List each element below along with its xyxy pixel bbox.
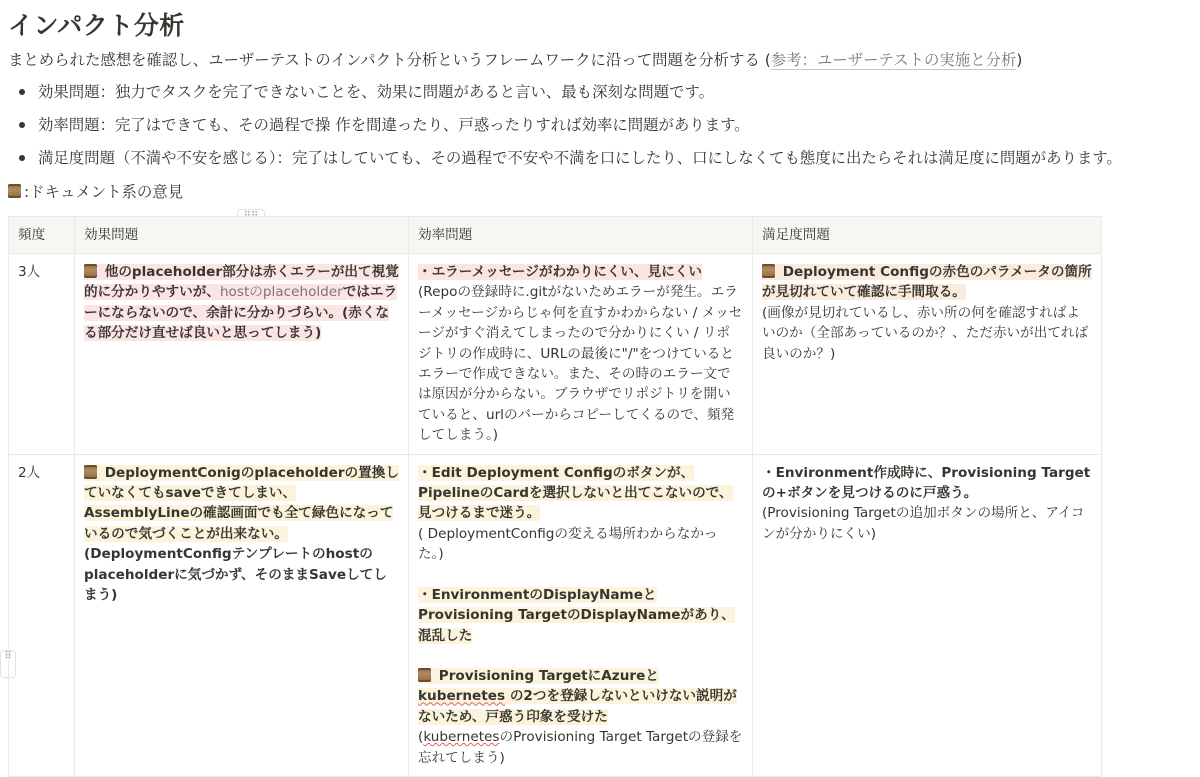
scroll-icon [8,184,21,198]
intro-close: ) [1016,51,1023,69]
text-segment: Provisioning TargetにAzureと [434,667,659,684]
row-drag-handle[interactable]: ⠿ [0,650,16,678]
scroll-icon [84,264,97,278]
issue-detail: (Repoの登録時に.gitがないためエラーが発生。エラーメッセージからじゃ何を直すかわからない / メッセージがすぐ消えてしまったので分かりにくい / リポジトリの作成時に、URLの最後に"/"をつけているとエラーで作成できない。また、その時のエラー文では原因が分からない。ブラウザでリポジトリを開いていると、urlのバーからコピーしてくるので、頻発してしまう。) [418,284,743,444]
text-segment: DeploymentConigのplaceholderの置換していなくてもsaveできてしまい、AssemblyLineの確認画面でも全て緑色になっているので気づくことが出来ない。 [84,464,399,542]
intro-text: まとめられた感想を確認し、ユーザーテストのインパクト分析というフレームワークに沿って問題を分析する ( [8,51,771,69]
list-item: 満足度問題（不満や不安を感じる）：完了はしていても、その過程で不安や不満を口にしたり、口にしなくても態度に出たらそれは満足度に問題があります。 [8,146,1122,179]
problem-type-list [8,80,1122,179]
issue-title: ・Edit Deployment Configのボタンが、PipelineのCardを選択しないと出てこないので、見つけるまで迷う。 [418,464,733,522]
list-item: 効率問題：完了はできても、その過程で操 作を間違ったり、戸惑ったりすれば効率に問題があります。 [8,113,1122,146]
cell-frequency[interactable]: 3人 [9,254,75,455]
issue-detail: (画像が見切れているし、赤い所の何を確認すればよいのか（全部あっているのか？、ただ赤いが出てれば良いのか？) [762,304,1089,362]
cell-effect[interactable] [75,454,409,776]
text-segment: ではエラーにならないので、余計に分かりづらい。(赤くなる部分だけ直せば良いと思ってしまう) [84,284,398,342]
table-row [9,254,1102,455]
scroll-icon [84,465,97,479]
cell-satisfaction[interactable] [753,454,1102,776]
text-segment: のProvisioning Target Targetの登録を忘れてしまう) [418,729,743,766]
text-segment: 他のplaceholder部分は赤くエラーが出て視覚的に分かりやすいが、 [84,264,399,301]
issue-title [418,668,737,725]
legend-text: :ドキュメント系の意見 [24,183,184,201]
issue-title [762,264,1092,300]
intro-paragraph [8,48,1022,70]
text-segment: の2つを登録しないといけない説明がないため、戸惑う印象を受けた [418,688,737,725]
header-satisfaction[interactable]: 満足度問題 [753,217,1102,254]
header-frequency[interactable]: 頻度 [9,217,75,254]
highlighted-text [84,264,399,341]
issue-detail: (DeploymentConfigテンプレートのhostのplaceholderに気づかず、そのままSaveしてしまう) [84,546,387,604]
scroll-icon [762,264,775,278]
cell-efficiency[interactable] [409,254,753,455]
misspelled-word: kubernetes [423,729,500,746]
cell-efficiency[interactable] [409,454,753,776]
issue-title: ・EnvironmentのDisplayNameと Provisioning TargetのDisplayNameがあり、混乱した [418,586,735,644]
issue-title: ・Environment作成時に、Provisioning Targetの+ボタンを見つけるのに戸惑う。 [762,464,1091,502]
scroll-icon [418,668,431,682]
issue-detail: ( DeploymentConfigの変える場所わからなかった。) [418,525,718,563]
misspelled-word: kubernetes [418,688,506,705]
cell-effect[interactable] [75,254,409,455]
reference-link[interactable]: 参考：ユーザーテストの実施と分析 [770,51,1017,69]
issue-title: ・エラーメッセージがわかりにくい、見にくい [418,264,702,280]
page-title: インパクト分析 [8,11,185,40]
table-header-row [9,217,1102,254]
inline-code-text: hostのplaceholder [219,284,343,301]
cell-frequency[interactable]: 2人 [9,454,75,776]
header-efficiency[interactable]: 効率問題 [409,217,753,254]
issue-detail: (Provisioning Targetの追加ボタンの場所と、アイコンが分かりにくい) [762,505,1085,542]
text-segment: Deployment Configの赤色のパラメータの箇所が見切れていて確認に手間取る。 [762,264,1092,301]
list-item: 効果問題：独力でタスクを完了できないことを、効果に問題があると言い、最も深刻な問題です。 [8,80,1122,113]
text-segment: ( [418,729,424,746]
document-opinion-legend [8,180,183,202]
issue-detail [418,729,742,765]
header-effect[interactable]: 効果問題 [75,217,409,254]
impact-analysis-table [8,216,1102,777]
table-row [9,454,1102,776]
cell-satisfaction[interactable] [753,254,1102,455]
issue-title [84,465,399,542]
